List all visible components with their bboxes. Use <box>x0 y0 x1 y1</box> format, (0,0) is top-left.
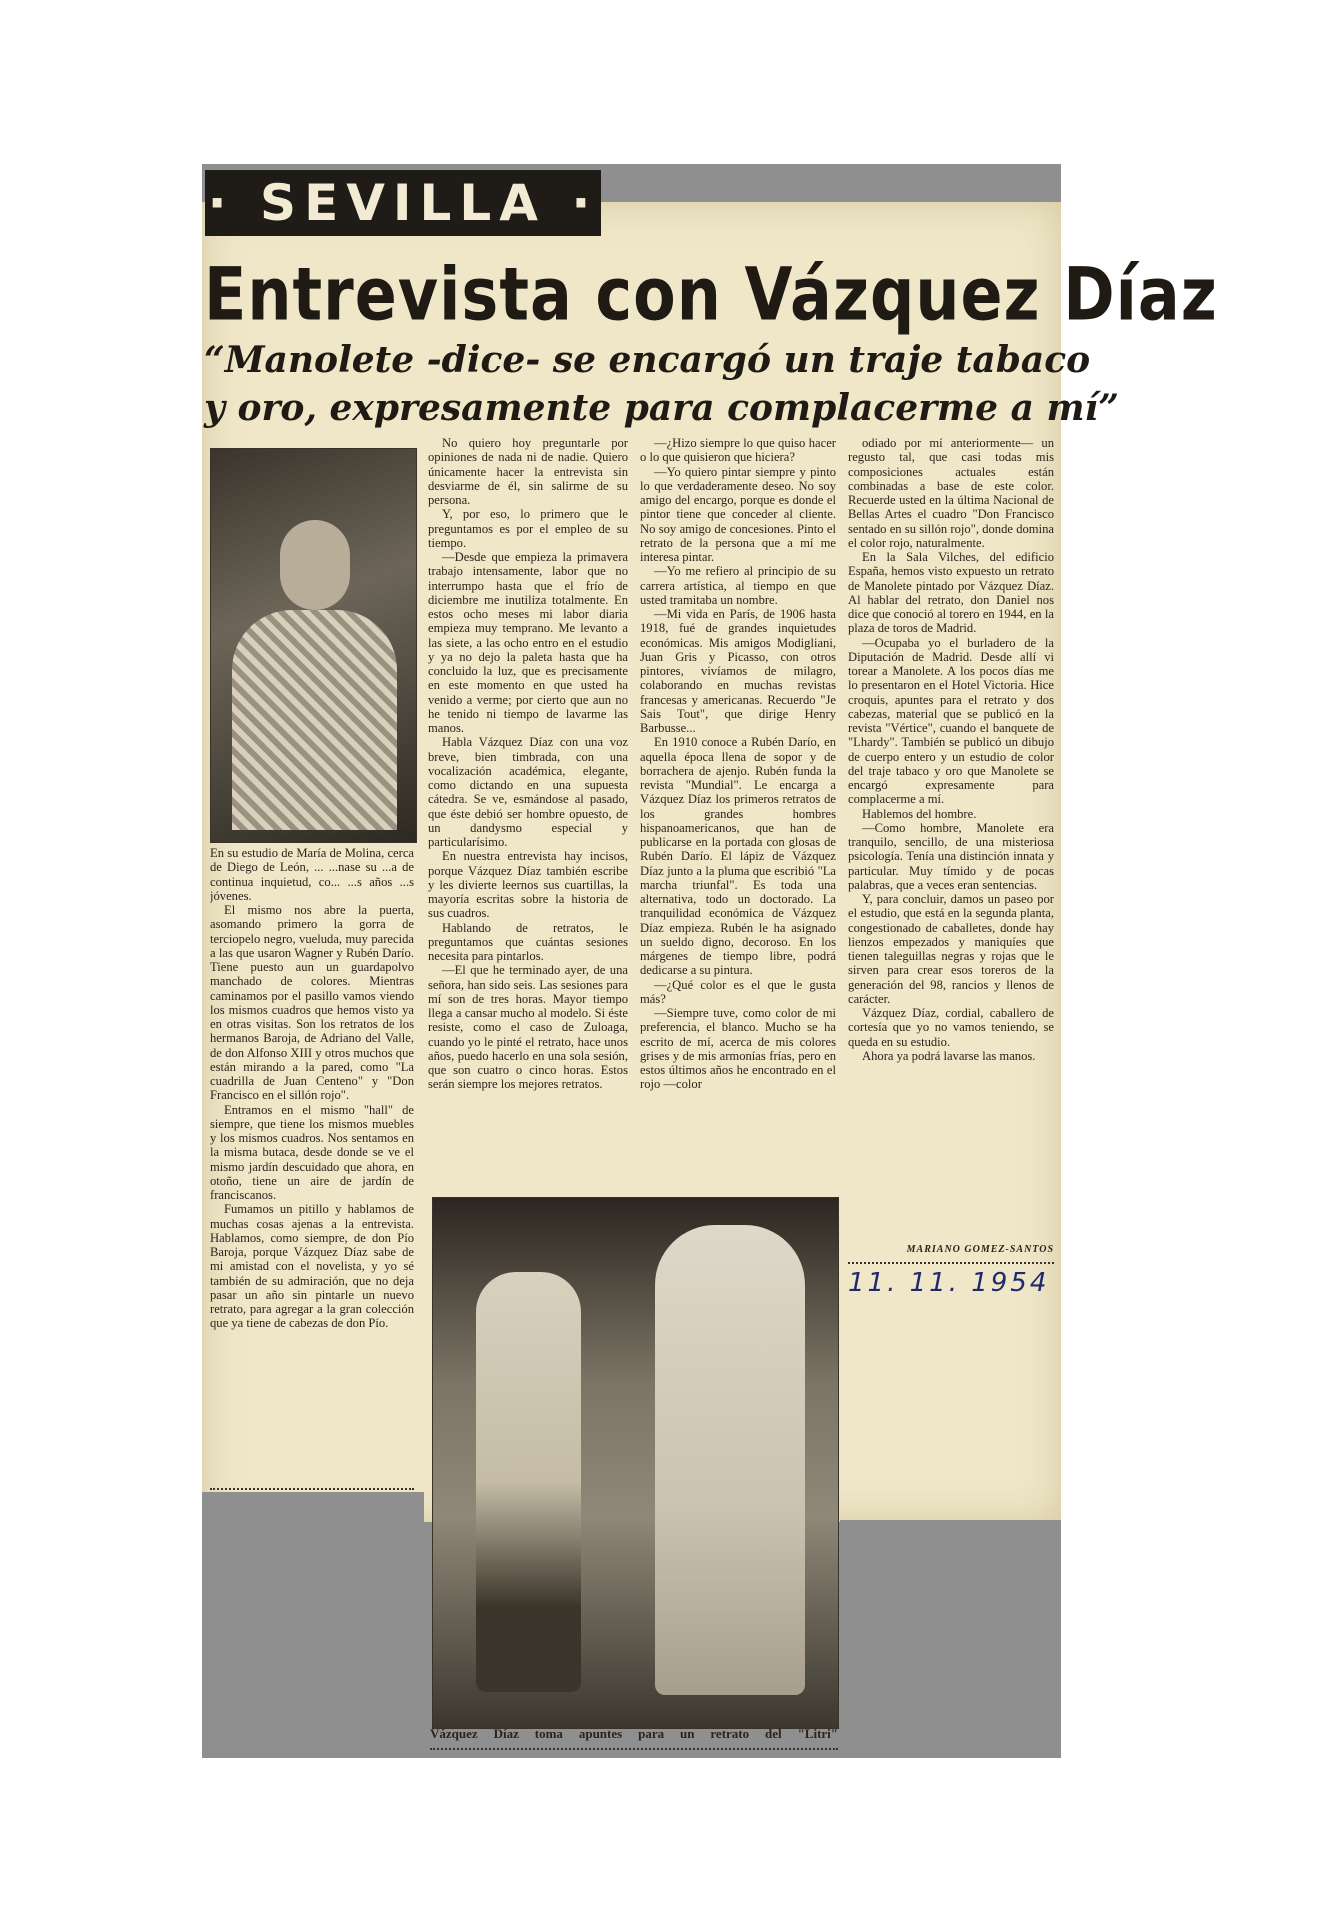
subheadline <box>204 336 1119 432</box>
column-1-rule <box>210 1488 414 1490</box>
paragraph: —Yo me refiero al principio de su carrera artística, al tiempo en que usted tramitaba un nombre. <box>640 564 836 607</box>
byline-rule <box>848 1262 1054 1264</box>
paragraph: —Desde que empieza la primavera trabajo intensamente, labor que no interrumpo hasta que el frío de diciembre me inutiliza totalmente. En estos ocho meses mi labor diaria empieza muy temprano. Me levanto a las siete, a las ocho entro en el estudio y ya no dejo la paleta hasta que ha concluido la luz, que es precisamente en este momento en que usted ha venido a verme; por cierto que aun no he tenido ni tiempo de lavarme las manos. <box>428 550 628 735</box>
handwritten-date: 11. 11. 1954 <box>848 1268 1050 1298</box>
paragraph: —¿Hizo siempre lo que quiso hacer o lo que quisieron que hiciera? <box>640 436 836 465</box>
article-column-4 <box>848 436 1054 1236</box>
paragraph: En 1910 conoce a Rubén Darío, en aquella época llena de sopor y de borrachera de ajenjo. Rubén funda la revista "Mundial". Le encarga a Vázquez Díaz los primeros retratos de los grandes hombres hispanoamericanos, que han de publicarse en la portada con glosas de Rubén Darío. El lápiz de Vázquez Díaz junto a la pluma que escribió "La marcha triunfal". Es toda una alternativa, todo un doctorado. La tranquilidad económica de Vázquez Díaz empieza. Rubén le ha asignado un sueldo digno, decoroso. En los márgenes de tiempo libre, podrá dedicarse a su pintura. <box>640 735 836 978</box>
paragraph: Fumamos un pitillo y hablamos de muchas cosas ajenas a la entrevista. Hablamos, como siempre, de don Pío Baroja, porque Vázquez Díaz sabe de mi amistad con el novelista, y yo sé también de su admiración, que no deja pasar un año sin pintarle un nuevo retrato, para agregar a la gran colección que ya tiene de cabezas de don Pío. <box>210 1202 414 1331</box>
paragraph: —Como hombre, Manolete era tranquilo, sencillo, de una misteriosa psicología. Tenía una distinción innata y particular. Muy tímido y de pocas palabras, que a veces eran sentencias. <box>848 820 1054 892</box>
article-column-1 <box>210 846 414 1486</box>
paragraph: En la Sala Vilches, del edificio España, hemos visto expuesto un retrato de Manolete pintado por Vázquez Díaz. Al hablar del retrato, don Daniel nos dice que conoció al torero en 1944, en la plaza de toros de Madrid. <box>848 550 1054 636</box>
photo-caption: Vázquez Díaz toma apuntes para un retrato del "Litri" <box>430 1726 838 1741</box>
paragraph: Hablando de retratos, le preguntamos que cuántas sesiones necesita para pintarlos. <box>428 920 628 963</box>
scan-background-lower-right <box>840 1520 1061 1758</box>
photo-painter-figure <box>655 1225 805 1695</box>
paragraph: En su estudio de María de Molina, cerca de Diego de León, ... ...nase su ...a de continua inquietud, co... ...s años ...s jóvenes. <box>210 846 414 903</box>
headline: Entrevista con Vázquez Díaz <box>204 250 1218 337</box>
scan-background-lower-left <box>202 1492 424 1758</box>
paragraph: —Mi vida en París, de 1906 hasta 1918, fué de grandes inquietudes económicas. Mis amigos Modigliani, Juan Gris y Picasso, con otros pintores, vivíamos de milagro, colaborando en muchas revistas francesas y americanas. Recuerdo "Je Sais Tout", que dirige Henry Barbusse... <box>640 607 836 735</box>
paragraph: —Yo quiero pintar siempre y pinto lo que verdaderamente deseo. No soy amigo del encargo, porque es donde el pintor tiene que conceder al cliente. No soy amigo de concesiones. Pinto el retrato de la persona que a mí me interesa pintar. <box>640 464 836 564</box>
subheadline-line-2: y oro, expresamente para complacerme a mí” <box>204 387 1119 429</box>
portrait-face <box>280 520 350 610</box>
paragraph: Hablemos del hombre. <box>862 806 977 821</box>
byline: MARIANO GOMEZ-SANTOS <box>906 1244 1054 1255</box>
article-column-3 <box>640 436 836 1216</box>
paragraph: odiado por mí anteriormente— un regusto tal, que casi todas mis composiciones actuales están combinadas a base de este color. Recuerde usted en la última Nacional de Bellas Artes el cuadro "Don Francisco sentado en su sillón rojo", donde domina el color rojo, naturalmente. <box>848 436 1054 550</box>
caption-rule <box>430 1748 838 1750</box>
paragraph: —Siempre tuve, como color de mi preferencia, el blanco. Mucho se ha escrito de mí, acerca de mis colores grises y de mis armonías frías, pero en estos últimos años he encontrado en el rojo —color <box>640 1006 836 1092</box>
paragraph: El mismo nos abre la puerta, asomando primero la gorra de terciopelo negro, vueluda, muy parecida a las que usaron Wagner y Rubén Darío. Tiene puesto aun un guardapolvo manchado de colores. Mientras caminamos por el pasillo vamos viendo los mismos cuadros que hemos visto ya en otras visitas. Son los retratos de los hermanos Baroja, de Adriano del Valle, de don Alfonso XIII y otros muchos que están mirando a la pared, como "La cuadrilla de Juan Centeno" y "Don Francisco en el sillón rojo". <box>210 903 414 1103</box>
paragraph: Ahora ya podrá lavarse las manos. <box>862 1048 1036 1063</box>
paragraph: —Ocupaba yo el burladero de la Diputación de Madrid. Desde allí vi torear a Manolete. A los pocos días me lo presentaron en el Hotel Victoria. Hice croquis, apuntes para el retrato y dos cabezas, material que se publicó en la revista "Vértice", cuando el banquete de "Lhardy". También se publicó un dibujo de cuerpo entero y un estudio de color del traje tabaco y oro que Manolete se encargó expresamente para complacerme a mí. <box>848 635 1054 807</box>
paragraph: Y, por eso, lo primero que le preguntamos es por el empleo de su tiempo. <box>428 507 628 550</box>
photo-torero-figure <box>476 1272 581 1692</box>
paragraph: No quiero hoy preguntarle por opiniones de nada ni de nadie. Quiero únicamente hacer la entrevista sin desviarme de él, sin salirme de su persona. <box>428 436 628 507</box>
paragraph: Vázquez Díaz, cordial, caballero de cortesía que yo no vamos teniendo, se queda en su estudio. <box>848 1006 1054 1049</box>
paragraph: Entramos en el mismo "hall" de siempre, que tiene los mismos muebles y los mismos cuadros. Nos sentamos en la misma butaca, desde donde se ve el mismo jardín descuidado que ahora, en otoño, tiene un aire de jardín de franciscanos. <box>210 1102 414 1202</box>
paragraph: En nuestra entrevista hay incisos, porque Vázquez Díaz también escribe y les divierte leernos sus cuartillas, la mayoría escritas sobre la historia de sus cuadros. <box>428 849 628 921</box>
article-column-2 <box>428 436 628 1194</box>
paragraph: Habla Vázquez Díaz con una voz breve, bien timbrada, con una vocalización académica, elegante, como dictando en una supuesta cátedra. Se ve, esmándose al pasado, que éste debió ser hombre opuesto, de un dandysmo especial y particularísimo. <box>428 735 628 849</box>
paragraph: —¿Qué color es el que le gusta más? <box>640 977 836 1006</box>
subheadline-line-1: “Manolete -dice- se encargó un traje tabaco <box>204 339 1091 381</box>
paragraph: Y, para concluir, damos un paseo por el estudio, que está en la segunda planta, congestionado de caballetes, donde hay lienzos empezados y maniquíes que tienen taleguillas negras y rojas que le sirven para crear esos toreros de la generación del 98, rancios y llenos de carácter. <box>848 892 1054 1006</box>
portrait-torero-suit <box>232 610 397 830</box>
paragraph: —El que he terminado ayer, de una señora, han sido seis. Las sesiones para mí son de tres horas. Mayor tiempo llega a cansar mucho al modelo. Si éste resiste, como el caso de Zuloaga, cuando yo le pinté el retrato, hace unos años, puedo hacerlo en una sola sesión, que son cuatro o cinco horas. Estos serán siempre los mejores retratos. <box>428 963 628 1092</box>
section-banner: · SEVILLA · <box>205 170 601 236</box>
